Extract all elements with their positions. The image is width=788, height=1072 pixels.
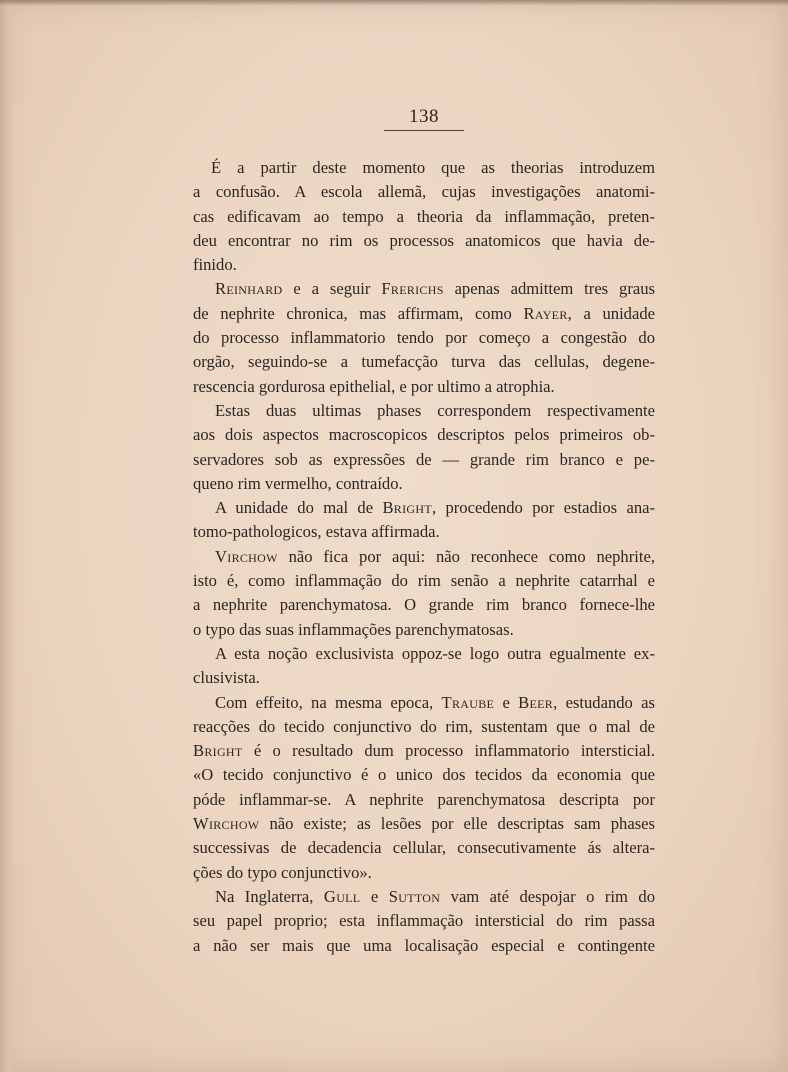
text-line: É a partir deste momento que as theorias introduzem <box>211 158 655 177</box>
text-line <box>193 302 655 326</box>
text-line: tomo-pathologicos, estava affirmada. <box>193 522 440 542</box>
text-line: cas edificavam ao tempo a theoria da inflammação, preten- <box>193 206 655 226</box>
text-line: ções do typo conjunctivo». <box>193 862 372 882</box>
text-line: a não ser mais que uma localisação especial e contingente <box>193 935 655 955</box>
text-line: servadores sob as expressões de — grande rim branco e pe- <box>193 449 655 469</box>
author-name: Traube <box>441 692 495 712</box>
text-segment: é o resultado dum processo inflammatorio intersticial. <box>242 741 655 761</box>
text-line: aos dois aspectos macroscopicos descriptos pelos primeiros ob- <box>193 425 655 445</box>
text-segment: e <box>360 886 389 906</box>
author-name: Sutton <box>388 886 441 906</box>
text-line: successivas de decadencia cellular, consecutivamente ás altera- <box>193 838 655 858</box>
text-line: seu papel proprio; esta inflammação intersticial do rim passa <box>193 911 655 931</box>
text-segment: e a seguir <box>282 279 382 299</box>
text-line <box>193 812 655 836</box>
author-name: Bright <box>193 741 243 761</box>
author-name: Wirchow <box>193 814 260 834</box>
author-name: Beer <box>518 692 554 712</box>
text-line <box>193 739 655 763</box>
text-line: a confusão. A escola allemã, cujas investigações anatomi- <box>193 182 655 202</box>
text-line: póde inflammar-se. A nephrite parenchymatosa descripta por <box>193 789 655 809</box>
text-segment: não existe; as lesões por elle descriptas sam phases <box>259 814 655 834</box>
text-line: deu encontrar no rim os processos anatomicos que havia de- <box>193 230 655 250</box>
text-segment: Na Inglaterra, <box>215 886 324 906</box>
text-line: orgão, seguindo-se a tumefacção turva das cellulas, degene- <box>193 352 655 372</box>
author-name: Frerichs <box>381 279 444 299</box>
page-number: 138 <box>409 106 439 127</box>
text-segment: , procedendo por estadios ana- <box>431 498 656 518</box>
text-segment: , a unidade <box>567 303 655 323</box>
text-line: a nephrite parenchymatosa. O grande rim branco fornece-lhe <box>193 595 655 615</box>
author-name: Gull <box>323 886 361 906</box>
text-line <box>193 277 655 301</box>
text-line: queno rim vermelho, contraído. <box>193 473 403 493</box>
author-name: Bright <box>382 498 432 518</box>
text-line: clusivista. <box>193 668 260 688</box>
text-line <box>193 885 655 909</box>
text-line: do processo inflammatorio tendo por começo a congestão do <box>193 328 655 348</box>
text-segment: de nephrite chronica, mas affirmam, como <box>193 303 524 323</box>
text-line <box>193 691 655 715</box>
text-line: rescencia gordurosa epithelial, e por ultimo a atrophia. <box>193 376 555 396</box>
text-line: o typo das suas inflammações parenchymatosas. <box>193 619 514 639</box>
text-line: reacções do tecido conjunctivo do rim, sustentam que o mal de <box>193 716 655 736</box>
text-segment: vam até despojar o rim do <box>440 886 655 906</box>
body-text <box>193 156 655 958</box>
author-name: Rayer <box>523 303 568 323</box>
text-line: A esta noção exclusivista oppoz-se logo outra egualmente ex- <box>215 643 655 663</box>
text-line <box>193 496 655 520</box>
page-top-edge <box>0 0 788 6</box>
header-rule <box>384 130 464 131</box>
text-segment: Com effeito, na mesma epoca, <box>215 692 442 712</box>
text-line <box>193 545 655 569</box>
text-segment: e <box>494 692 519 712</box>
text-segment: não fica por aqui: não reconhece como nephrite, <box>277 546 655 566</box>
author-name: Virchow <box>215 546 278 566</box>
text-line: «O tecido conjunctivo é o unico dos tecidos da economia que <box>193 765 655 785</box>
text-segment: , estudando as <box>553 692 655 712</box>
text-segment: A unidade do mal de <box>215 498 383 518</box>
text-line: finido. <box>193 255 237 275</box>
author-name: Reinhard <box>215 279 283 299</box>
text-segment: apenas admittem tres graus <box>443 279 655 299</box>
text-line: isto é, como inflammação do rim senão a nephrite catarrhal e <box>193 571 655 591</box>
text-line: Estas duas ultimas phases correspondem respectivamente <box>215 400 655 420</box>
page-edge <box>0 0 14 1072</box>
